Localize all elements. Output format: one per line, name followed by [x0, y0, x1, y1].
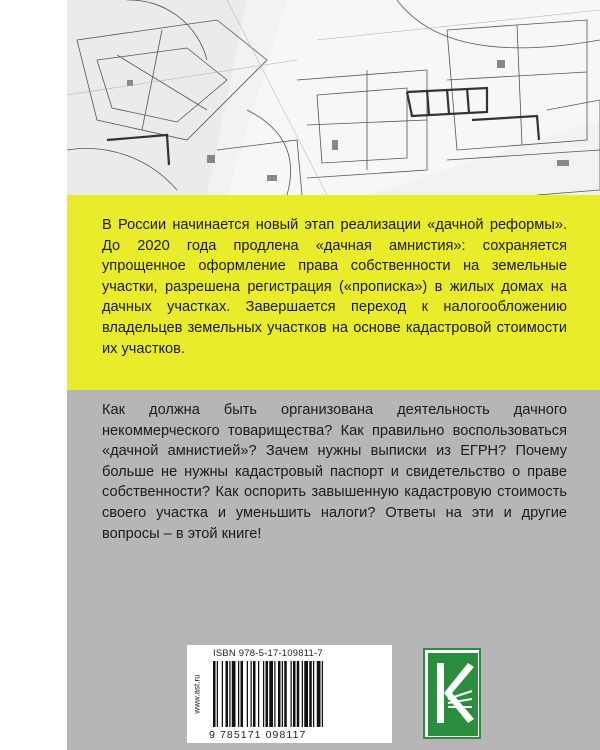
barcode-icon: [211, 661, 389, 727]
publisher-logo: [423, 648, 481, 739]
site-url: www.ast.ru: [192, 674, 202, 714]
book-k-logo-icon: [428, 653, 478, 736]
isbn-label: ISBN 978-5-17-109811-7: [213, 648, 323, 659]
barcode-block: [187, 645, 392, 743]
barcode-digits: 9 785171 098117: [209, 729, 307, 741]
questions-panel: [67, 390, 600, 750]
questions-text: Как должна быть организована деятельность дачного некоммерческого товарищества? Как правильно воспользоваться «дачной амнистией»? Зачем нужны выписки из ЕГРН? Почему больше не нужны кадастровый паспорт и свидетельство о праве собственности? Как оспорить завышенную кадастровую стоимость своего участка и уменьшить налоги? Ответы на эти и другие вопросы – в этой книге!: [102, 402, 567, 542]
annotation-panel: [67, 195, 600, 390]
publisher-site: [187, 645, 207, 743]
blueprint-illustration: [67, 0, 600, 195]
architectural-blueprint-icon: [67, 0, 600, 195]
annotation-text: В России начинается новый этап реализации «дачной реформы». До 2020 года продлена «дачная амнистия»: сохраняется упрощенное оформление права собственности на земельные участки, разрешена регистрация («прописка») в жилых домах на дачных участках. Завершается переход к налогообложению владельцев земельных участков на основе кадастровой стоимости их участков.: [102, 217, 567, 357]
